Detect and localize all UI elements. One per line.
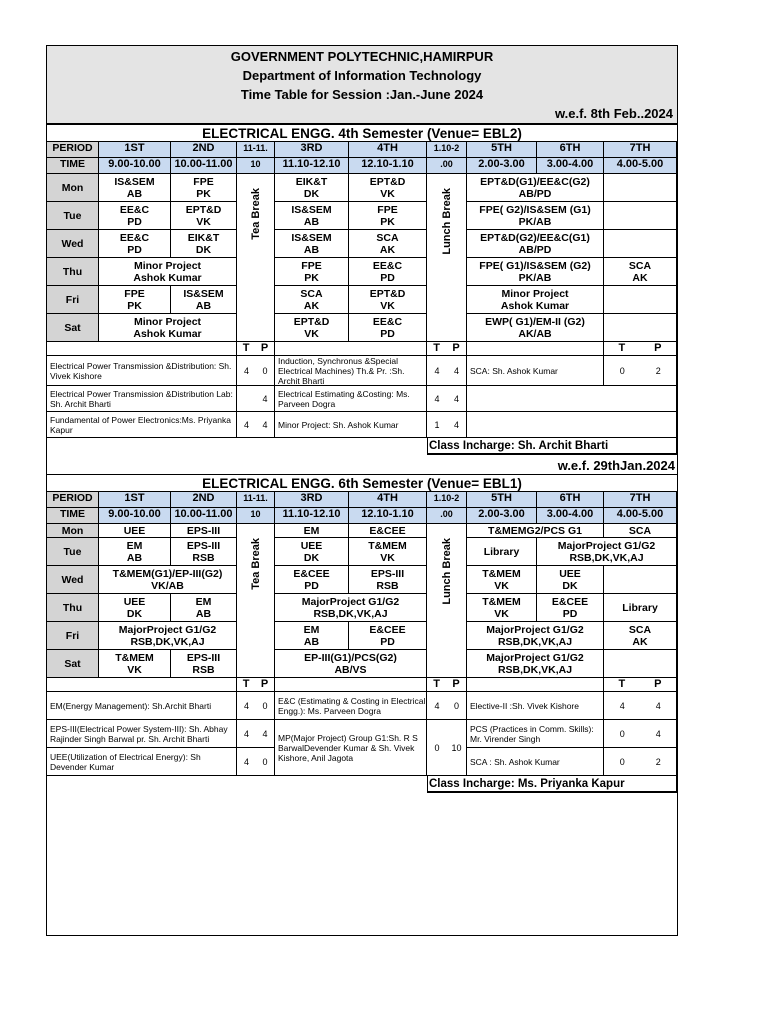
sem4-tp-3 bbox=[604, 342, 677, 356]
sem6-subject-right-1-practical: 4 bbox=[641, 692, 678, 720]
sem6-cell-fri_12: MajorProject G1/G2 RSB,DK,VK,AJ bbox=[99, 622, 237, 650]
sem6-subject-mid-1-practical: 0 bbox=[447, 692, 467, 720]
sem4-lunch-break bbox=[427, 174, 467, 342]
sem4-subject-mid-1-name: Induction, Synchronus &Special Electrical Machines) Th.& Pr. :Sh. Archit Bharti bbox=[275, 356, 427, 386]
sem6-effective-date: w.e.f. 29thJan.2024 bbox=[557, 458, 675, 473]
sem6-tp-1 bbox=[237, 678, 275, 692]
sem4-time-9: 4.00-5.00 bbox=[604, 158, 677, 174]
sem4-cell-thu_56: FPE( G1)/IS&SEM (G2) PK/AB bbox=[467, 258, 604, 286]
sem6-subject-right-2-name: PCS (Practices in Comm. Skills): Mr. Virender Singh bbox=[467, 720, 604, 748]
sem6-time-6: .00 bbox=[427, 508, 467, 524]
sem6-day-tue: Tue bbox=[47, 538, 99, 566]
sem6-time-9: 4.00-5.00 bbox=[604, 508, 677, 524]
department-name: Department of Information Technology bbox=[242, 68, 482, 83]
sem6-subject-1-name: EM(Energy Management): Sh.Archit Bharti bbox=[47, 692, 237, 720]
sem4-tp-blank-2 bbox=[275, 342, 427, 356]
sem4-cell-mon_3: EIK&T DK bbox=[275, 174, 349, 202]
sem6-cell-sat_56: MajorProject G1/G2 RSB,DK,VK,AJ bbox=[467, 650, 604, 678]
sem4-subject-right-2-empty bbox=[467, 386, 677, 412]
sem4-period-9: 7TH bbox=[604, 142, 677, 158]
t-label: T bbox=[242, 678, 250, 690]
sem4-cell-mon_7 bbox=[604, 174, 677, 202]
sem6-subject-right-3-theory: 0 bbox=[604, 748, 641, 776]
sem6-day-fri: Fri bbox=[47, 622, 99, 650]
sem6-cell-thu_6: E&CEE PD bbox=[537, 594, 604, 622]
document-header bbox=[47, 46, 677, 124]
effective-date: w.e.f. 8th Feb..2024 bbox=[554, 106, 673, 121]
sem6-day-thu: Thu bbox=[47, 594, 99, 622]
sem6-class-incharge: Class Incharge: Ms. Priyanka Kapur bbox=[429, 778, 625, 790]
sem6-subject-mid-1-theory: 4 bbox=[427, 692, 447, 720]
sem4-cell-fri_4: EPT&D VK bbox=[349, 286, 427, 314]
sem4-cell-wed_56: EPT&D(G2)/EE&C(G1) AB/PD bbox=[467, 230, 604, 258]
sem4-day-fri: Fri bbox=[47, 286, 99, 314]
sem4-cell-fri_2: IS&SEM AB bbox=[171, 286, 237, 314]
sem4-cell-fri_56: Minor Project Ashok Kumar bbox=[467, 286, 604, 314]
p-label: P bbox=[452, 342, 460, 354]
sem6-tp-blank-2 bbox=[275, 678, 427, 692]
sem4-cell-wed_3: IS&SEM AB bbox=[275, 230, 349, 258]
sem6-tp-3 bbox=[604, 678, 677, 692]
sem4-subject-mid-1-theory: 4 bbox=[427, 356, 447, 386]
sem6-subject-mid-1-name: E&C (Estimating & Costing in Electrical Engg.): Ms. Parveen Dogra bbox=[275, 692, 427, 720]
sem4-cell-fri_3: SCA AK bbox=[275, 286, 349, 314]
sem6-cell-tue_4: T&MEM VK bbox=[349, 538, 427, 566]
p-label: P bbox=[654, 678, 662, 690]
sem4-cell-sat_7 bbox=[604, 314, 677, 342]
sem4-day-wed: Wed bbox=[47, 230, 99, 258]
sem4-cell-mon_1: IS&SEM AB bbox=[99, 174, 171, 202]
sem6-subject-right-1-name: Elective-II :Sh. Vivek Kishore bbox=[467, 692, 604, 720]
sem4-time-3: 10 bbox=[237, 158, 275, 174]
sem4-cell-sat_12: Minor Project Ashok Kumar bbox=[99, 314, 237, 342]
sem4-time-1: 9.00-10.00 bbox=[99, 158, 171, 174]
sem6-cell-sat_2: EPS-III RSB bbox=[171, 650, 237, 678]
sem6-cell-thu_1: UEE DK bbox=[99, 594, 171, 622]
sem6-period-8: 6TH bbox=[537, 492, 604, 508]
sem4-cell-sat_56: EWP( G1)/EM-II (G2) AK/AB bbox=[467, 314, 604, 342]
p-label: P bbox=[452, 678, 460, 690]
sem4-period-6: 1.10-2 bbox=[427, 142, 467, 158]
sem4-cell-tue_56: FPE( G2)/IS&SEM (G1) PK/AB bbox=[467, 202, 604, 230]
tp-header bbox=[604, 342, 676, 354]
sem6-cell-thu_34: MajorProject G1/G2 RSB,DK,VK,AJ bbox=[275, 594, 427, 622]
sem4-subject-right-1-practical: 2 bbox=[641, 356, 678, 386]
tp-header bbox=[604, 678, 676, 690]
sem4-day-thu: Thu bbox=[47, 258, 99, 286]
sem6-time-7: 2.00-3.00 bbox=[467, 508, 537, 524]
sem4-subject-right-1-theory: 0 bbox=[604, 356, 641, 386]
sem6-time-3: 10 bbox=[237, 508, 275, 524]
sem6-cell-wed_3: E&CEE PD bbox=[275, 566, 349, 594]
sem4-class-incharge: Class Incharge: Sh. Archit Bharti bbox=[429, 440, 609, 452]
sem6-cell-thu_7: Library bbox=[604, 594, 677, 622]
t-label: T bbox=[433, 342, 440, 354]
sem4-period-label: PERIOD bbox=[47, 142, 99, 158]
sem6-cell-mon_4: E&CEE bbox=[349, 524, 427, 538]
sem6-day-wed: Wed bbox=[47, 566, 99, 594]
tea-break-label: Tea Break bbox=[249, 188, 262, 240]
sem4-cell-thu_4: EE&C PD bbox=[349, 258, 427, 286]
sem6-cell-sat_34: EP-III(G1)/PCS(G2) AB/VS bbox=[275, 650, 427, 678]
sem4-cell-thu_3: FPE PK bbox=[275, 258, 349, 286]
sem4-time-6: .00 bbox=[427, 158, 467, 174]
sem4-subject-2-name: Electrical Power Transmission &Distribution Lab: Sh. Archit Bharti bbox=[47, 386, 237, 412]
sem4-cell-tue_2: EPT&D VK bbox=[171, 202, 237, 230]
sem4-cell-thu_12: Minor Project Ashok Kumar bbox=[99, 258, 237, 286]
sem6-cell-wed_4: EPS-III RSB bbox=[349, 566, 427, 594]
sem4-subject-mid-2-name: Electrical Estimating &Costing: Ms. Parveen Dogra bbox=[275, 386, 427, 412]
sem6-cell-tue_67: MajorProject G1/G2 RSB,DK,VK,AJ bbox=[537, 538, 677, 566]
sem4-cell-wed_7 bbox=[604, 230, 677, 258]
sem4-subject-3-theory: 4 bbox=[237, 412, 256, 438]
sem6-tea-break bbox=[237, 524, 275, 678]
sem4-period-3: 11-11. bbox=[237, 142, 275, 158]
sem6-cell-wed_5: T&MEM VK bbox=[467, 566, 537, 594]
sem4-subject-mid-3-theory: 1 bbox=[427, 412, 447, 438]
sem4-cell-tue_4: FPE PK bbox=[349, 202, 427, 230]
sem4-subject-mid-2-practical: 4 bbox=[447, 386, 467, 412]
sem4-subject-mid-1-practical: 4 bbox=[447, 356, 467, 386]
sem4-subject-2-theory bbox=[237, 386, 256, 412]
sem4-cell-sat_4: EE&C PD bbox=[349, 314, 427, 342]
sem4-period-8: 6TH bbox=[537, 142, 604, 158]
sem4-cell-mon_4: EPT&D VK bbox=[349, 174, 427, 202]
tea-break-label: Tea Break bbox=[249, 538, 262, 590]
sem4-subject-1-name: Electrical Power Transmission &Distribution: Sh. Vivek Kishore bbox=[47, 356, 237, 386]
sem6-cell-mon_56: T&MEMG2/PCS G1 bbox=[467, 524, 604, 538]
session-title: Time Table for Session :Jan.-June 2024 bbox=[240, 87, 484, 102]
sem4-time-2: 10.00-11.00 bbox=[171, 158, 237, 174]
sem6-time-4: 11.10-12.10 bbox=[275, 508, 349, 524]
sem4-time-4: 11.10-12.10 bbox=[275, 158, 349, 174]
sem4-cell-sat_3: EPT&D VK bbox=[275, 314, 349, 342]
sem4-cell-fri_7 bbox=[604, 286, 677, 314]
sem4-tea-break bbox=[237, 174, 275, 342]
sem6-time-1: 9.00-10.00 bbox=[99, 508, 171, 524]
sem4-cell-tue_3: IS&SEM AB bbox=[275, 202, 349, 230]
sem4-time-7: 2.00-3.00 bbox=[467, 158, 537, 174]
sem6-cell-mon_2: EPS-III bbox=[171, 524, 237, 538]
t-label: T bbox=[433, 678, 440, 690]
sem6-cell-mon_3: EM bbox=[275, 524, 349, 538]
tp-header bbox=[427, 342, 466, 354]
sem4-subject-3-practical: 4 bbox=[256, 412, 275, 438]
sem6-subject-3-practical: 0 bbox=[256, 748, 275, 776]
sem4-subject-3-name: Fundamental of Power Electronics:Ms. Priyanka Kapur bbox=[47, 412, 237, 438]
sem4-subject-1-practical: 0 bbox=[256, 356, 275, 386]
sem4-cell-tue_7 bbox=[604, 202, 677, 230]
sem6-time-8: 3.00-4.00 bbox=[537, 508, 604, 524]
sem6-period-6: 1.10-2 bbox=[427, 492, 467, 508]
sem6-time-label: TIME bbox=[47, 508, 99, 524]
sem6-cell-wed_7 bbox=[604, 566, 677, 594]
t-label: T bbox=[242, 342, 250, 354]
p-label: P bbox=[654, 342, 662, 354]
sem6-subject-right-3-name: SCA : Sh. Ashok Kumar bbox=[467, 748, 604, 776]
sem4-period-5: 4TH bbox=[349, 142, 427, 158]
sem6-subject-right-3-practical: 2 bbox=[641, 748, 678, 776]
sem6-cell-fri_7: SCA AK bbox=[604, 622, 677, 650]
sem6-subject-right-1-theory: 4 bbox=[604, 692, 641, 720]
sem6-lunch-break bbox=[427, 524, 467, 678]
sem4-day-sat: Sat bbox=[47, 314, 99, 342]
sem6-cell-mon_1: UEE bbox=[99, 524, 171, 538]
sem4-time-8: 3.00-4.00 bbox=[537, 158, 604, 174]
sem4-period-1: 1ST bbox=[99, 142, 171, 158]
sem6-subject-1-theory: 4 bbox=[237, 692, 256, 720]
sem4-cell-tue_1: EE&C PD bbox=[99, 202, 171, 230]
sem6-period-1: 1ST bbox=[99, 492, 171, 508]
sem6-subject-mid-2-practical: 10 bbox=[447, 720, 467, 776]
sem6-cell-mon_7: SCA bbox=[604, 524, 677, 538]
sem6-period-7: 5TH bbox=[467, 492, 537, 508]
sem6-cell-tue_2: EPS-III RSB bbox=[171, 538, 237, 566]
t-label: T bbox=[618, 678, 626, 690]
sem6-cell-tue_5: Library bbox=[467, 538, 537, 566]
sem4-subject-right-3-empty bbox=[467, 412, 677, 438]
sem4-cell-wed_2: EIK&T DK bbox=[171, 230, 237, 258]
sem4-subject-1-theory: 4 bbox=[237, 356, 256, 386]
sem4-period-4: 3RD bbox=[275, 142, 349, 158]
sem6-subject-mid-2-theory: 0 bbox=[427, 720, 447, 776]
p-label: P bbox=[260, 678, 269, 690]
sem4-tp-blank-3 bbox=[467, 342, 604, 356]
sem6-time-2: 10.00-11.00 bbox=[171, 508, 237, 524]
tp-header bbox=[237, 342, 274, 354]
tp-header bbox=[427, 678, 466, 690]
sem6-cell-sat_1: T&MEM VK bbox=[99, 650, 171, 678]
sem4-period-2: 2ND bbox=[171, 142, 237, 158]
sem4-subject-right-1-name: SCA: Sh. Ashok Kumar bbox=[467, 356, 604, 386]
sem6-tp-blank-1 bbox=[47, 678, 237, 692]
sem6-subject-3-name: UEE(Utilization of Electrical Energy): Sh Devender Kumar bbox=[47, 748, 237, 776]
sem4-tp-1 bbox=[237, 342, 275, 356]
sem4-cell-wed_4: SCA AK bbox=[349, 230, 427, 258]
sem6-cell-wed_6: UEE DK bbox=[537, 566, 604, 594]
sem6-time-5: 12.10-1.10 bbox=[349, 508, 427, 524]
sem6-period-4: 3RD bbox=[275, 492, 349, 508]
sem4-cell-thu_7: SCA AK bbox=[604, 258, 677, 286]
sem4-subject-mid-3-practical: 4 bbox=[447, 412, 467, 438]
sem6-subject-2-practical: 4 bbox=[256, 720, 275, 748]
sem6-cell-tue_3: UEE DK bbox=[275, 538, 349, 566]
sem6-subject-1-practical: 0 bbox=[256, 692, 275, 720]
sem4-day-tue: Tue bbox=[47, 202, 99, 230]
timetable-page bbox=[46, 45, 678, 936]
sem4-time-5: 12.10-1.10 bbox=[349, 158, 427, 174]
p-label: P bbox=[260, 342, 269, 354]
sem6-subject-3-theory: 4 bbox=[237, 748, 256, 776]
sem6-cell-thu_5: T&MEM VK bbox=[467, 594, 537, 622]
sem6-period-3: 11-11. bbox=[237, 492, 275, 508]
sem6-tp-blank-3 bbox=[467, 678, 604, 692]
sem4-title: ELECTRICAL ENGG. 4th Semester (Venue= EBL2) bbox=[47, 124, 677, 142]
sem4-time-label: TIME bbox=[47, 158, 99, 174]
sem4-cell-mon_56: EPT&D(G1)/EE&C(G2) AB/PD bbox=[467, 174, 604, 202]
sem6-cell-sat_7 bbox=[604, 650, 677, 678]
sem6-incharge-box bbox=[427, 776, 677, 793]
lunch-break-label: Lunch Break bbox=[440, 538, 453, 605]
sem6-cell-fri_3: EM AB bbox=[275, 622, 349, 650]
sem4-subject-2-practical: 4 bbox=[256, 386, 275, 412]
sem6-subject-2-theory: 4 bbox=[237, 720, 256, 748]
sem6-period-label: PERIOD bbox=[47, 492, 99, 508]
sem6-cell-tue_1: EM AB bbox=[99, 538, 171, 566]
sem6-period-2: 2ND bbox=[171, 492, 237, 508]
sem6-cell-thu_2: EM AB bbox=[171, 594, 237, 622]
sem4-incharge-box bbox=[427, 438, 677, 455]
sem4-tp-2 bbox=[427, 342, 467, 356]
sem6-period-9: 7TH bbox=[604, 492, 677, 508]
sem6-day-mon: Mon bbox=[47, 524, 99, 538]
sem6-subject-mid-2-name: MP(Major Project) Group G1:Sh. R S BarwalDevender Kumar & Sh. Vivek Kishore, Anil Jagota bbox=[275, 720, 427, 776]
sem4-cell-fri_1: FPE PK bbox=[99, 286, 171, 314]
t-label: T bbox=[618, 342, 626, 354]
sem4-subject-mid-3-name: Minor Project: Sh. Ashok Kumar bbox=[275, 412, 427, 438]
tp-header bbox=[237, 678, 274, 690]
sem6-title: ELECTRICAL ENGG. 6th Semester (Venue= EBL1) bbox=[47, 474, 677, 492]
sem6-cell-fri_4: E&CEE PD bbox=[349, 622, 427, 650]
lunch-break-label: Lunch Break bbox=[440, 188, 453, 255]
sem4-day-mon: Mon bbox=[47, 174, 99, 202]
sem4-cell-mon_2: FPE PK bbox=[171, 174, 237, 202]
sem4-period-7: 5TH bbox=[467, 142, 537, 158]
sem4-subject-mid-2-theory: 4 bbox=[427, 386, 447, 412]
sem6-cell-fri_56: MajorProject G1/G2 RSB,DK,VK,AJ bbox=[467, 622, 604, 650]
sem4-tp-blank-1 bbox=[47, 342, 237, 356]
institute-name: GOVERNMENT POLYTECHNIC,HAMIRPUR bbox=[230, 49, 494, 64]
sem6-period-5: 4TH bbox=[349, 492, 427, 508]
sem6-day-sat: Sat bbox=[47, 650, 99, 678]
sem6-tp-2 bbox=[427, 678, 467, 692]
sem6-subject-right-2-theory: 0 bbox=[604, 720, 641, 748]
sem6-cell-wed_12: T&MEM(G1)/EP-III(G2) VK/AB bbox=[99, 566, 237, 594]
sem6-subject-right-2-practical: 4 bbox=[641, 720, 678, 748]
sem4-cell-wed_1: EE&C PD bbox=[99, 230, 171, 258]
sem6-subject-2-name: EPS-III(Electrical Power System-III): Sh. Abhay Rajinder Singh Barwal pr. Sh. Archit Bharti bbox=[47, 720, 237, 748]
